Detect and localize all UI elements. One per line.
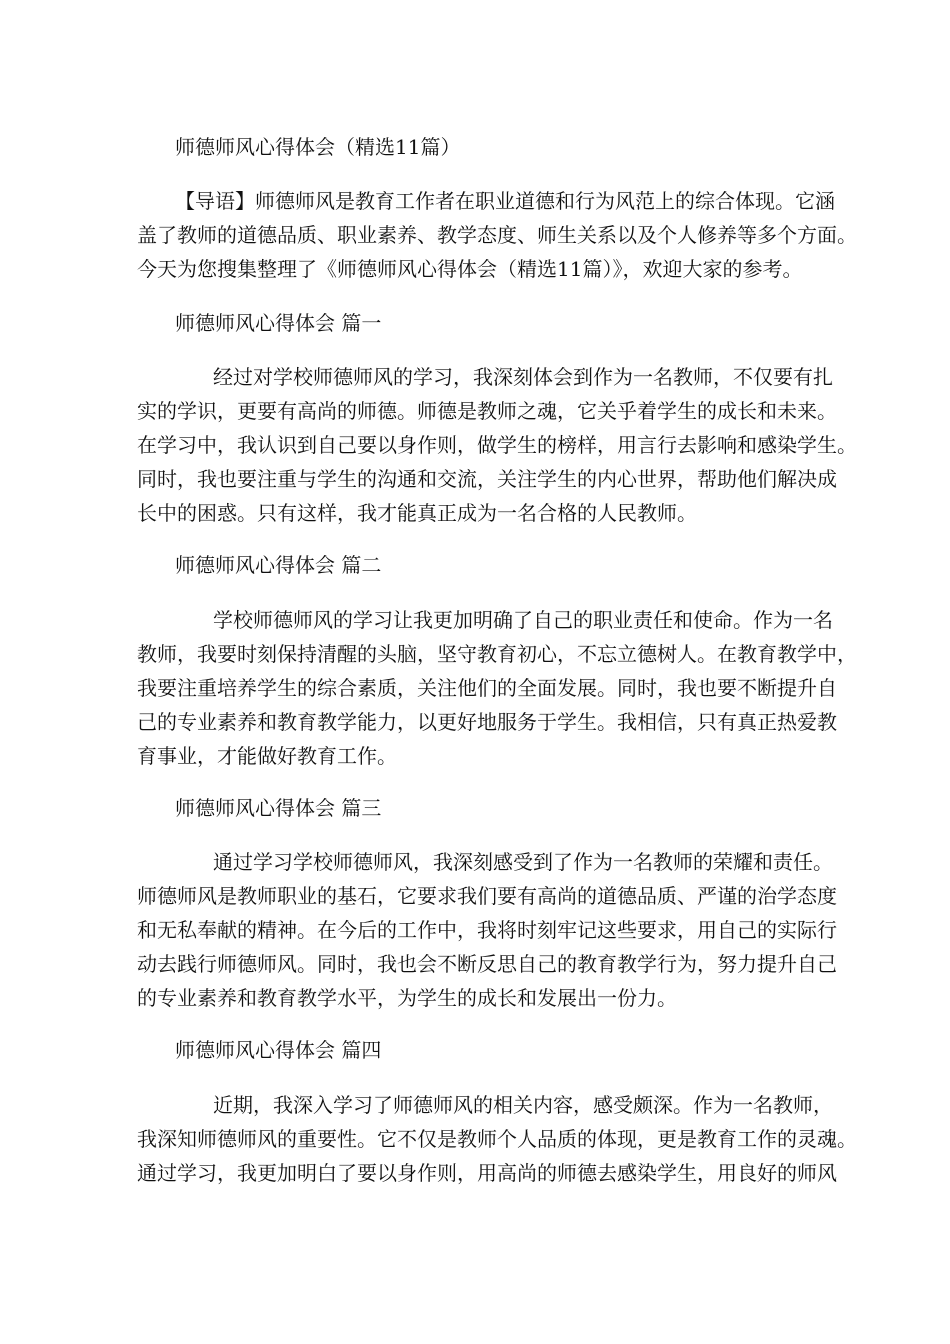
section-heading-2: 师德师风心得体会 篇二 [175, 553, 382, 577]
paragraph-line: 通过学习学校师德师风，我深刻感受到了作为一名教师的荣耀和责任。 [213, 850, 833, 874]
document-title: 师德师风心得体会（精选11篇） [175, 135, 461, 159]
section-body-4 [137, 1088, 857, 1190]
intro-line: 盖了教师的道德品质、职业素养、教学态度、师生关系以及个人修养等多个方面。 [137, 223, 857, 247]
paragraph-line: 动去践行师德师风。同时，我也会不断反思自己的教育教学行为，努力提升自己 [137, 952, 837, 976]
paragraph-line: 通过学习，我更加明白了要以身作则，用高尚的师德去感染学生，用良好的师风 [137, 1161, 837, 1185]
section-heading-3: 师德师风心得体会 篇三 [175, 796, 382, 820]
paragraph-line: 和无私奉献的精神。在今后的工作中，我将时刻牢记这些要求，用自己的实际行 [137, 918, 837, 942]
paragraph-line: 己的专业素养和教育教学能力，以更好地服务于学生。我相信，只有真正热爱教 [137, 710, 837, 734]
section-heading-4: 师德师风心得体会 篇四 [175, 1038, 382, 1062]
paragraph-line: 同时，我也要注重与学生的沟通和交流，关注学生的内心世界，帮助他们解决成 [137, 467, 837, 491]
paragraph-line: 长中的困惑。只有这样，我才能真正成为一名合格的人民教师。 [137, 501, 697, 525]
paragraph-line: 的专业素养和教育教学水平，为学生的成长和发展出一份力。 [137, 986, 677, 1010]
paragraph-line: 育事业，才能做好教育工作。 [137, 744, 397, 768]
section-body-1 [137, 360, 857, 530]
paragraph-line: 实的学识，更要有高尚的师德。师德是教师之魂，它关乎着学生的成长和未来。 [137, 399, 837, 423]
section-heading-1: 师德师风心得体会 篇一 [175, 311, 382, 335]
intro-line: 【导语】师德师风是教育工作者在职业道德和行为风范上的综合体现。它涵 [175, 189, 835, 213]
paragraph-line: 师德师风是教师职业的基石，它要求我们要有高尚的道德品质、严谨的治学态度 [137, 884, 837, 908]
paragraph-line: 学校师德师风的学习让我更加明确了自己的职业责任和使命。作为一名 [213, 608, 833, 632]
paragraph-line: 我要注重培养学生的综合素质，关注他们的全面发展。同时，我也要不断提升自 [137, 676, 837, 700]
intro-line: 今天为您搜集整理了《师德师风心得体会（精选11篇）》，欢迎大家的参考。 [137, 257, 803, 281]
paragraph-line: 我深知师德师风的重要性。它不仅是教师个人品质的体现，更是教育工作的灵魂。 [137, 1127, 857, 1151]
section-body-3 [137, 845, 837, 1015]
paragraph-line: 教师，我要时刻保持清醒的头脑，坚守教育初心，不忘立德树人。在教育教学中， [137, 642, 857, 666]
paragraph-line: 在学习中，我认识到自己要以身作则，做学生的榜样，用言行去影响和感染学生。 [137, 433, 857, 457]
paragraph-line: 经过对学校师德师风的学习，我深刻体会到作为一名教师，不仅要有扎 [213, 365, 833, 389]
section-body-2 [137, 603, 857, 773]
paragraph-line: 近期，我深入学习了师德师风的相关内容，感受颇深。作为一名教师， [213, 1093, 833, 1117]
intro-paragraph [137, 184, 857, 286]
